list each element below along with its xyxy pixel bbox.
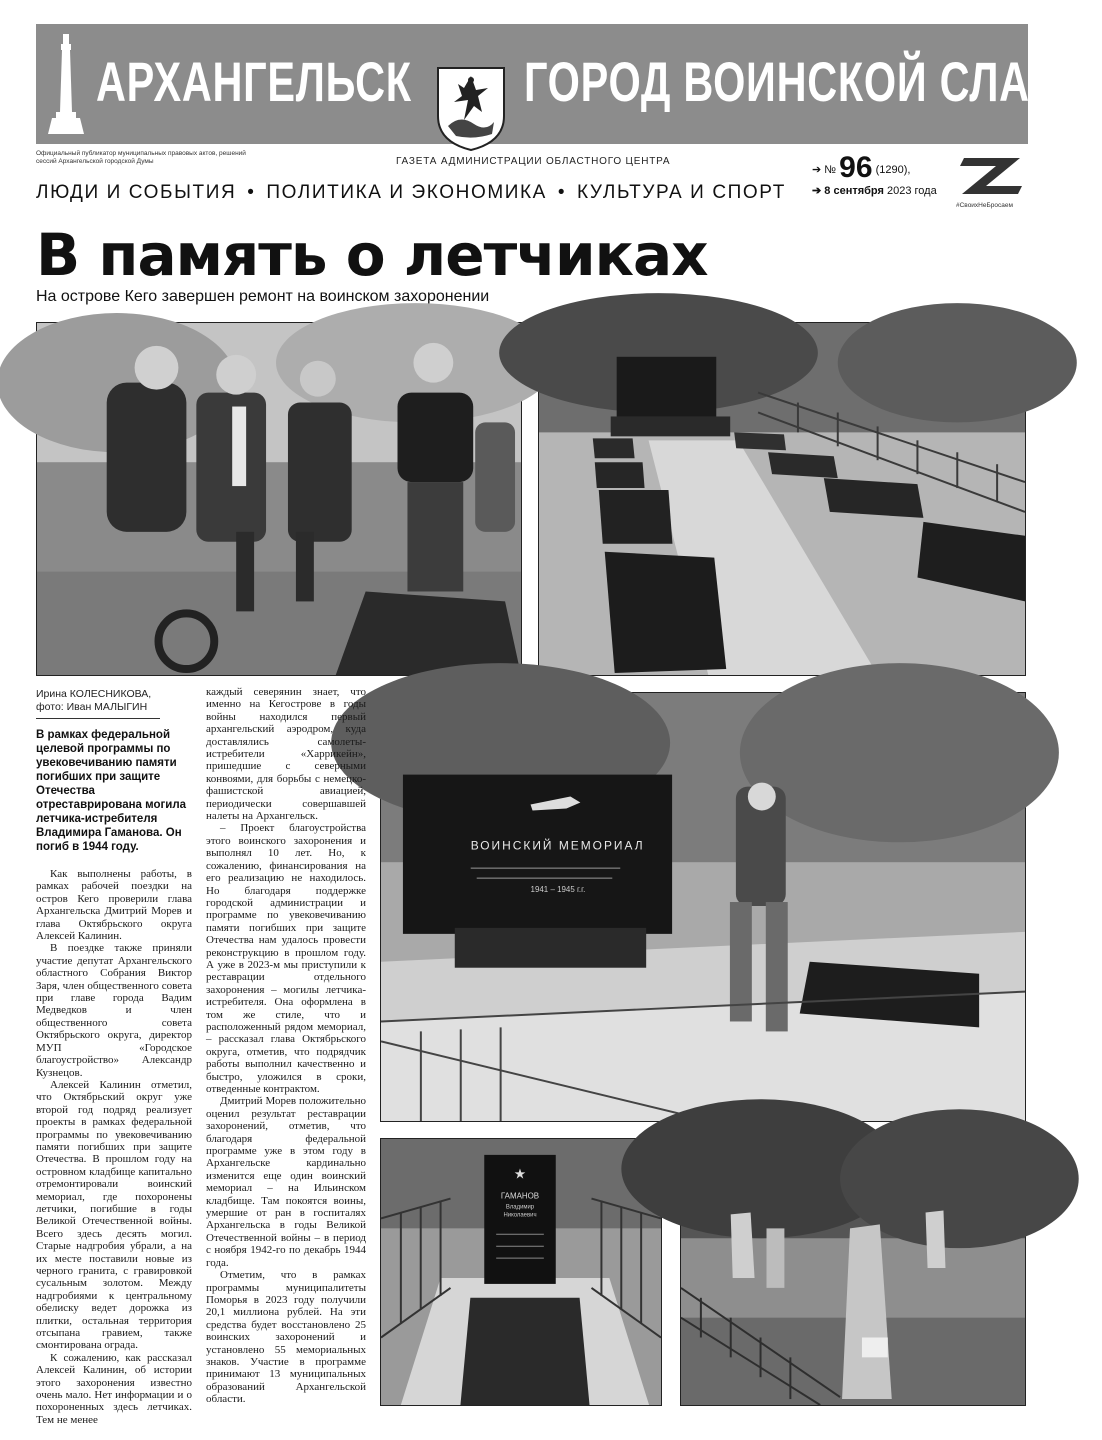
arrow-icon: ➔ [812,164,822,176]
rubric-separator: • [247,182,256,203]
paragraph: каждый северянин знает, что именно на Кегострове в годы войны находился первый архангельский аэродром, куда доставлялись самолеты-истребители «Харрикейн», пришедшие с северными конвоями, для борьбы с немецко-фашистской авиацией, периодически совершавшей налеты на Архангельск. [206,686,366,823]
masthead-city: АРХАНГЕЛЬСК [96,50,412,113]
author: Ирина КОЛЕСНИКОВА, [36,688,152,700]
photo-memorial-slab [380,692,1026,1122]
memorial-slab-title: ВОИНСКИЙ МЕМОРИАЛ [470,838,645,853]
grave-first-name: Владимир [505,1204,535,1211]
byline-divider [36,718,160,719]
photo-memorial-alley-image [539,323,1025,675]
rubric-people: ЛЮДИ И СОБЫТИЯ [36,182,237,203]
photo-officials [36,322,522,676]
issue-number-prefix: № [824,164,837,176]
issue-date: 8 сентября [824,185,884,197]
svg-text:★: ★ [513,1166,527,1183]
issue-year: 2023 года [887,185,937,197]
grave-surname: ГАМАНОВ [500,1191,540,1201]
photo-memorial-slab-image [381,693,1025,1121]
article-lead: В рамках федеральной целевой программы по увековечиванию памяти погибших при защите Отечества отреставрирована могила летчика-истребителя Владимира Гаманова. Он погиб в 1944 году. [36,729,187,853]
z-symbol-icon [956,152,1028,198]
issue-info [812,151,937,197]
paragraph: Как выполнены работы, в рамках рабочей поездки на остров Кего проверили глава Архангельска Дмитрий Морев и глава Октябрьского округа Алексей Калинин. [36,868,192,943]
paragraph: К сожалению, как рассказал Алексей Калинин, об истории этого захоронения известно очень мало. Нет информации и о похороненных здесь летчиках. Тем не менее [36,1351,192,1426]
paragraph: Отметим, что в рамках программы муниципалитеты Поморья в 2023 году получили 20,1 миллиона рублей. На эти средства будет восстановлено 25 воинских захоронений и установлено 55 мемориальных знаков. Участие в программе принимают 13 муниципальных образований Архангельской области. [206,1269,366,1406]
photographer: фото: Иван МАЛЫГИН [36,701,148,713]
hashtag: #СвоихНеБросаем [956,202,1013,209]
paragraph: – Проект благоустройства этого воинского захоронения и выполнял 10 лет. Но, к сожалению, финансирования на его реализацию не находилось. Но благодаря поддержке городской администрации и программе по увековечиванию памяти погибших при защите Отечества нам удалось провести реконструкцию в прошлом году. А уже в 2023-м мы приступили к реставрации отдельного захоронения – могилы летчика-истребителя. Она оформлена в том же стиле, что и расположенный рядом мемориал, – рассказал глава Октябрьского округа, отметив, что подрядчик работы выполнил качественно и быстро, уложился в сроки, отведенные контрактом. [206,822,366,1095]
admin-line: ГАЗЕТА АДМИНИСТРАЦИИ ОБЛАСТНОГО ЦЕНТРА [396,156,671,167]
article-column-1 [36,868,192,1426]
photo-restored-grave [380,1138,662,1406]
byline [36,688,196,719]
publisher-note: Официальный публикатор муниципальных правовых актов, решений сессий Архангельской городской Думы [36,150,246,165]
photo-memorial-alley [538,322,1026,676]
grave-patronymic: Николаевич [503,1212,537,1219]
memorial-slab-years: 1941 – 1945 г.г. [530,885,586,895]
article-subheadline: На острове Кего завершен ремонт на воинском захоронении [36,288,490,305]
paragraph: Алексей Калинин отметил, что Октябрьский округ уже второй год подряд реализует проекты в рамках федеральной программы по увековечиванию памяти погибших при защите Отечества. В прошлом году на островном кладбище капитально отремонтировали воинский мемориал, где похоронены летчики, погибшие в годы Великой Отечественной войны. Всего здесь десять могил. Старые надгробия убрали, а на их месте поставили новые из черного гранита, с гравировкой сусальным золотом. Между надгробиями к центральному обелиску ведет дорожка из плитки, остальная территория отсыпана гравием, также смонтирована ограда. [36,1078,192,1352]
paragraph: В поездке также приняли участие депутат Архангельского областного Собрания Виктор Заря, член общественного совета при главе города Вадим Медведков и член общественного совета Октябрьского округа, директор МУП «Городское благоустройство» Александр Кузнецов. [36,942,192,1079]
photo-officials-image [37,323,521,675]
masthead-slogan: ГОРОД ВОИНСКОЙ СЛАВЫ [524,50,1102,113]
issue-number: 96 [839,151,873,184]
obelisk-icon [44,30,88,138]
photo-old-obelisks [680,1138,1026,1406]
paragraph: Дмитрий Морев положительно оценил результат реставрации захоронений, отметив, что благодаря федеральной программе уже в этом году в Архангельске кардинально изменится еще один воинский мемориал – на Ильинском кладбище. Там покоятся воины, умершие от ран в госпиталях Архангельска в годы Великой Отечественной войны – в период с ноября 1942-го по декабрь 1944 года. [206,1095,366,1269]
article-headline: В память о летчиках [36,221,708,289]
issue-total: (1290), [875,164,911,176]
rubrics-line [36,182,786,204]
article-column-2 [206,686,366,1406]
photo-old-obelisks-image [681,1139,1025,1405]
masthead [36,24,1102,144]
archangel-coat-of-arms-icon [434,66,508,152]
rubric-culture: КУЛЬТУРА И СПОРТ [577,182,786,203]
photo-restored-grave-image [381,1139,661,1405]
arrow-icon: ➔ [812,185,822,197]
rubric-separator: • [557,182,567,203]
rubric-politics: ПОЛИТИКА И ЭКОНОМИКА [266,182,547,203]
